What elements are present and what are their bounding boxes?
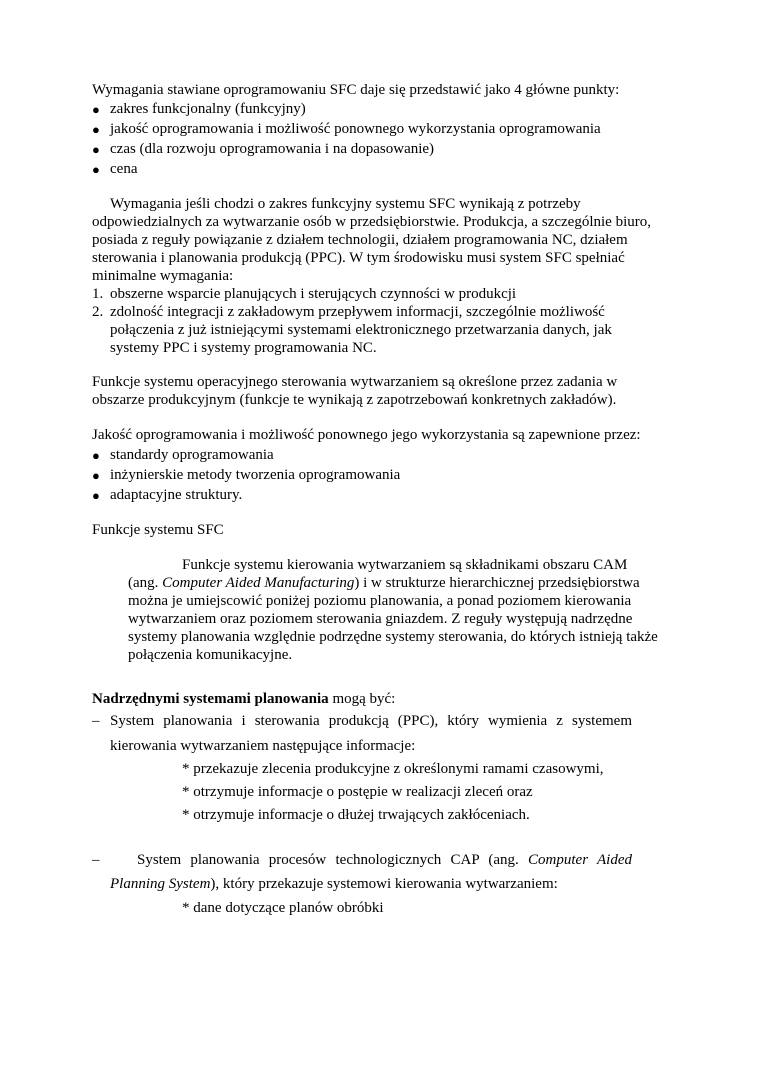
numbered-item-2-line-2: połączenia z już istniejącymi systemami elektronicznego przetwarzania danych, jak: [110, 322, 612, 338]
ppc-item-3: * otrzymuje informacje o dłużej trwających zakłóceniach.: [182, 807, 530, 823]
planning-systems-heading: [92, 689, 395, 709]
dash-marker: –: [92, 852, 100, 868]
indented-line-4: wytwarzaniem oraz poziomem sterowania gniazdem. Z reguły występują nadrzędne: [128, 611, 633, 627]
indented-line-5: systemy planowania względnie podrzędne systemy sterowania, do których istnieją także: [128, 629, 658, 645]
quality-point-1: standardy oprogramowania: [110, 447, 274, 463]
cap-item-1: * dane dotyczące planów obróbki: [182, 900, 384, 916]
text-fragment: System planowania procesów technologicznych CAP (ang.: [137, 852, 529, 868]
main-point-1: zakres funkcjonalny (funkcyjny): [110, 101, 306, 117]
cap-line-2: [110, 874, 558, 894]
main-point-4: cena: [110, 161, 138, 177]
cap-line-1: [137, 850, 632, 870]
main-point-2: jakość oprogramowania i możliwość ponownego wykorzystania oprogramowania: [110, 121, 601, 137]
bullet-icon: ●: [92, 102, 100, 117]
para2-line-3: posiada z reguły powiązanie z działem technologii, działem programowania NC, działem: [92, 232, 628, 248]
bullet-icon: ●: [92, 448, 100, 463]
para2-line-2: odpowiedzialnych za wytwarzanie osób w przedsiębiorstwie. Produkcja, a szczególnie biuro,: [92, 214, 651, 230]
italic-term: Computer Aided: [528, 852, 632, 868]
numbered-item-1: obszerne wsparcie planujących i sterujących czynności w produkcji: [110, 286, 517, 302]
italic-term: Planning System: [110, 876, 211, 892]
ppc-item-2: * otrzymuje informacje o postępie w realizacji zleceń oraz: [182, 784, 533, 800]
bullet-icon: ●: [92, 142, 100, 157]
italic-term: Computer Aided Manufacturing: [162, 575, 355, 591]
bullet-icon: ●: [92, 488, 100, 503]
text-fragment: mogą być:: [328, 691, 396, 707]
ppc-line-1: System planowania i sterowania produkcją (PPC), który wymienia z systemem: [110, 713, 632, 729]
ppc-line-2: kierowania wytwarzaniem następujące informacje:: [110, 738, 416, 754]
section-heading: Funkcje systemu SFC: [92, 522, 224, 538]
list-number: 1.: [92, 286, 104, 302]
dash-marker: –: [92, 713, 100, 729]
text-fragment: (ang.: [128, 575, 163, 591]
numbered-item-2-line-1: zdolność integracji z zakładowym przepływem informacji, szczególnie możliwość: [110, 304, 605, 320]
intro-text: Wymagania stawiane oprogramowaniu SFC daje się przedstawić jako 4 główne punkty:: [92, 82, 620, 98]
bullet-icon: ●: [92, 122, 100, 137]
indented-line-3: można je umiejscowić poniżej poziomu planowania, a ponad poziomem kierowania: [128, 593, 632, 609]
para3-line-2: obszarze produkcyjnym (funkcje te wynikają z zapotrzebowań konkretnych zakładów).: [92, 392, 617, 408]
main-point-3: czas (dla rozwoju oprogramowania i na dopasowanie): [110, 141, 435, 157]
text-fragment: ) i w strukturze hierarchicznej przedsiębiorstwa: [354, 575, 640, 591]
indented-line-6: połączenia komunikacyjne.: [128, 647, 293, 663]
numbered-item-2-line-3: systemy PPC i systemy programowania NC.: [110, 340, 377, 356]
para2-line-5: minimalne wymagania:: [92, 268, 234, 284]
quality-point-2: inżynierskie metody tworzenia oprogramowania: [110, 467, 401, 483]
bullet-icon: ●: [92, 468, 100, 483]
indented-line-2: [128, 573, 640, 593]
indented-line-1: Funkcje systemu kierowania wytwarzaniem są składnikami obszaru CAM: [182, 557, 628, 573]
para2-line-4: sterowania i planowania produkcją (PPC). W tym środowisku musi system SFC spełniać: [92, 250, 625, 266]
bullet-icon: ●: [92, 162, 100, 177]
ppc-item-1: * przekazuje zlecenia produkcyjne z określonymi ramami czasowymi,: [182, 761, 604, 777]
list-number: 2.: [92, 304, 104, 320]
text-fragment: ), który przekazuje systemowi kierowania wytwarzaniem:: [210, 876, 558, 892]
para2-line-1: Wymagania jeśli chodzi o zakres funkcyjny systemu SFC wynikają z potrzeby: [110, 196, 581, 212]
bold-term: Nadrzędnymi systemami planowania: [92, 691, 329, 707]
para3-line-1: Funkcje systemu operacyjnego sterowania wytwarzaniem są określone przez zadania w: [92, 374, 618, 390]
quality-point-3: adaptacyjne struktury.: [110, 487, 243, 503]
quality-intro: Jakość oprogramowania i możliwość ponownego jego wykorzystania są zapewnione przez:: [92, 427, 641, 443]
